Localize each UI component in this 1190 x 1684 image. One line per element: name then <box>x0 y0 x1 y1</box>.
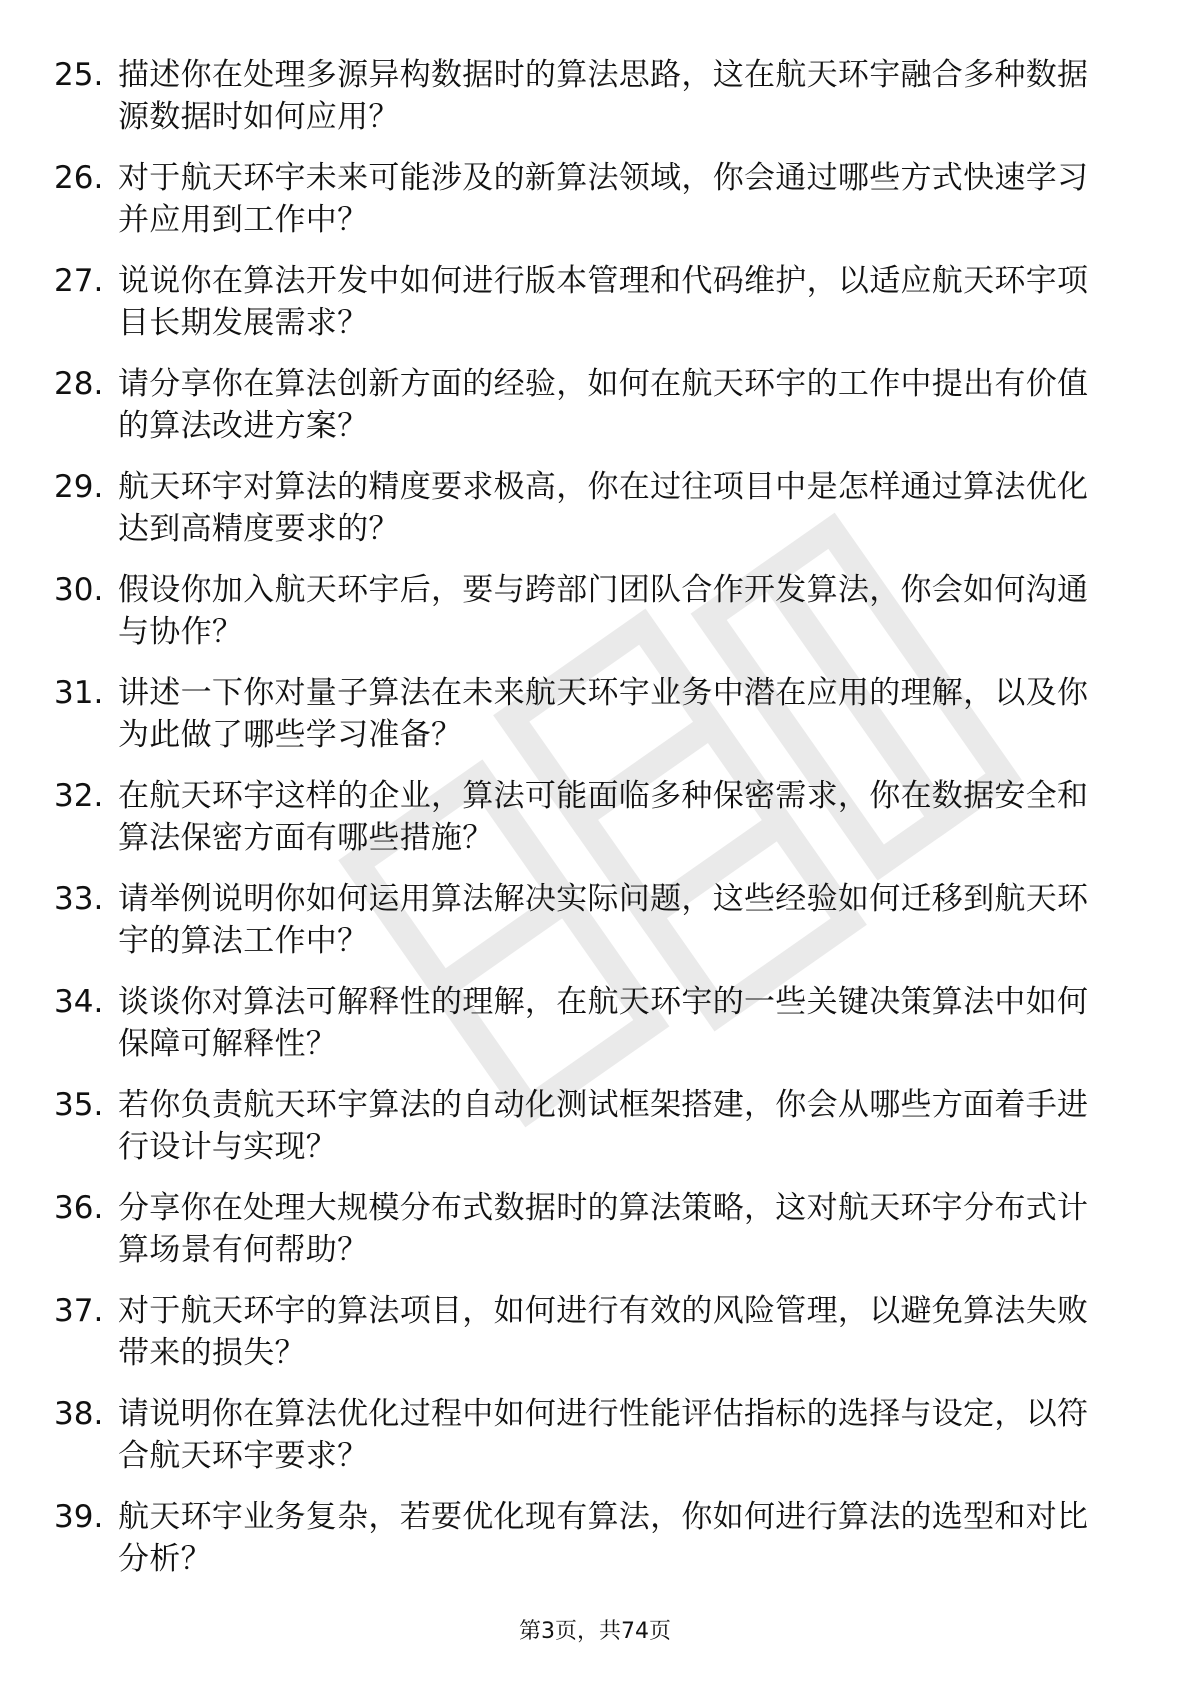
question-text: 描述你在处理多源异构数据时的算法思路，这在航天环宇融合多种数据源数据时如何应用？ <box>118 57 1089 135</box>
question-number: 33. <box>54 881 104 917</box>
question-item <box>54 466 1114 569</box>
question-item <box>54 1084 1114 1187</box>
question-item <box>54 672 1114 775</box>
question-item <box>54 878 1114 981</box>
question-item <box>54 1393 1114 1496</box>
question-number: 37. <box>54 1293 104 1329</box>
question-item <box>54 54 1114 157</box>
question-text: 对于航天环宇未来可能涉及的新算法领域，你会通过哪些方式快速学习并应用到工作中？ <box>118 160 1089 238</box>
question-text: 航天环宇业务复杂，若要优化现有算法，你如何进行算法的选型和对比分析？ <box>118 1499 1089 1577</box>
question-item <box>54 1496 1114 1599</box>
question-number: 26. <box>54 160 104 196</box>
question-text: 请举例说明你如何运用算法解决实际问题，这些经验如何迁移到航天环宇的算法工作中？ <box>118 881 1089 959</box>
question-text: 请说明你在算法优化过程中如何进行性能评估指标的选择与设定，以符合航天环宇要求？ <box>118 1396 1089 1474</box>
question-item <box>54 260 1114 363</box>
question-number: 32. <box>54 778 104 814</box>
question-number: 38. <box>54 1396 104 1432</box>
question-number: 27. <box>54 263 104 299</box>
question-item <box>54 1290 1114 1393</box>
question-text: 讲述一下你对量子算法在未来航天环宇业务中潜在应用的理解，以及你为此做了哪些学习准备？ <box>118 675 1089 753</box>
question-text: 说说你在算法开发中如何进行版本管理和代码维护，以适应航天环宇项目长期发展需求？ <box>118 263 1089 341</box>
question-text: 对于航天环宇的算法项目，如何进行有效的风险管理，以避免算法失败带来的损失？ <box>118 1293 1089 1371</box>
question-item <box>54 1187 1114 1290</box>
question-text: 航天环宇对算法的精度要求极高，你在过往项目中是怎样通过算法优化达到高精度要求的？ <box>118 469 1089 547</box>
question-text: 若你负责航天环宇算法的自动化测试框架搭建，你会从哪些方面着手进行设计与实现？ <box>118 1087 1089 1165</box>
question-number: 31. <box>54 675 104 711</box>
question-item <box>54 363 1114 466</box>
question-number: 29. <box>54 469 104 505</box>
question-text: 在航天环宇这样的企业，算法可能面临多种保密需求，你在数据安全和算法保密方面有哪些措施？ <box>118 778 1089 856</box>
page-footer: 第3页，共74页 <box>519 1619 671 1644</box>
question-text: 谈谈你对算法可解释性的理解，在航天环宇的一些关键决策算法中如何保障可解释性？ <box>118 984 1089 1062</box>
question-number: 39. <box>54 1499 104 1535</box>
question-item <box>54 981 1114 1084</box>
question-text: 假设你加入航天环宇后，要与跨部门团队合作开发算法，你会如何沟通与协作？ <box>118 572 1089 650</box>
question-list <box>54 54 1114 1599</box>
question-number: 30. <box>54 572 104 608</box>
question-text: 请分享你在算法创新方面的经验，如何在航天环宇的工作中提出有价值的算法改进方案？ <box>118 366 1089 444</box>
question-item <box>54 157 1114 260</box>
question-number: 25. <box>54 57 104 93</box>
question-number: 35. <box>54 1087 104 1123</box>
question-number: 36. <box>54 1190 104 1226</box>
question-item <box>54 569 1114 672</box>
question-text: 分享你在处理大规模分布式数据时的算法策略，这对航天环宇分布式计算场景有何帮助？ <box>118 1190 1089 1268</box>
question-number: 28. <box>54 366 104 402</box>
question-item <box>54 775 1114 878</box>
question-number: 34. <box>54 984 104 1020</box>
